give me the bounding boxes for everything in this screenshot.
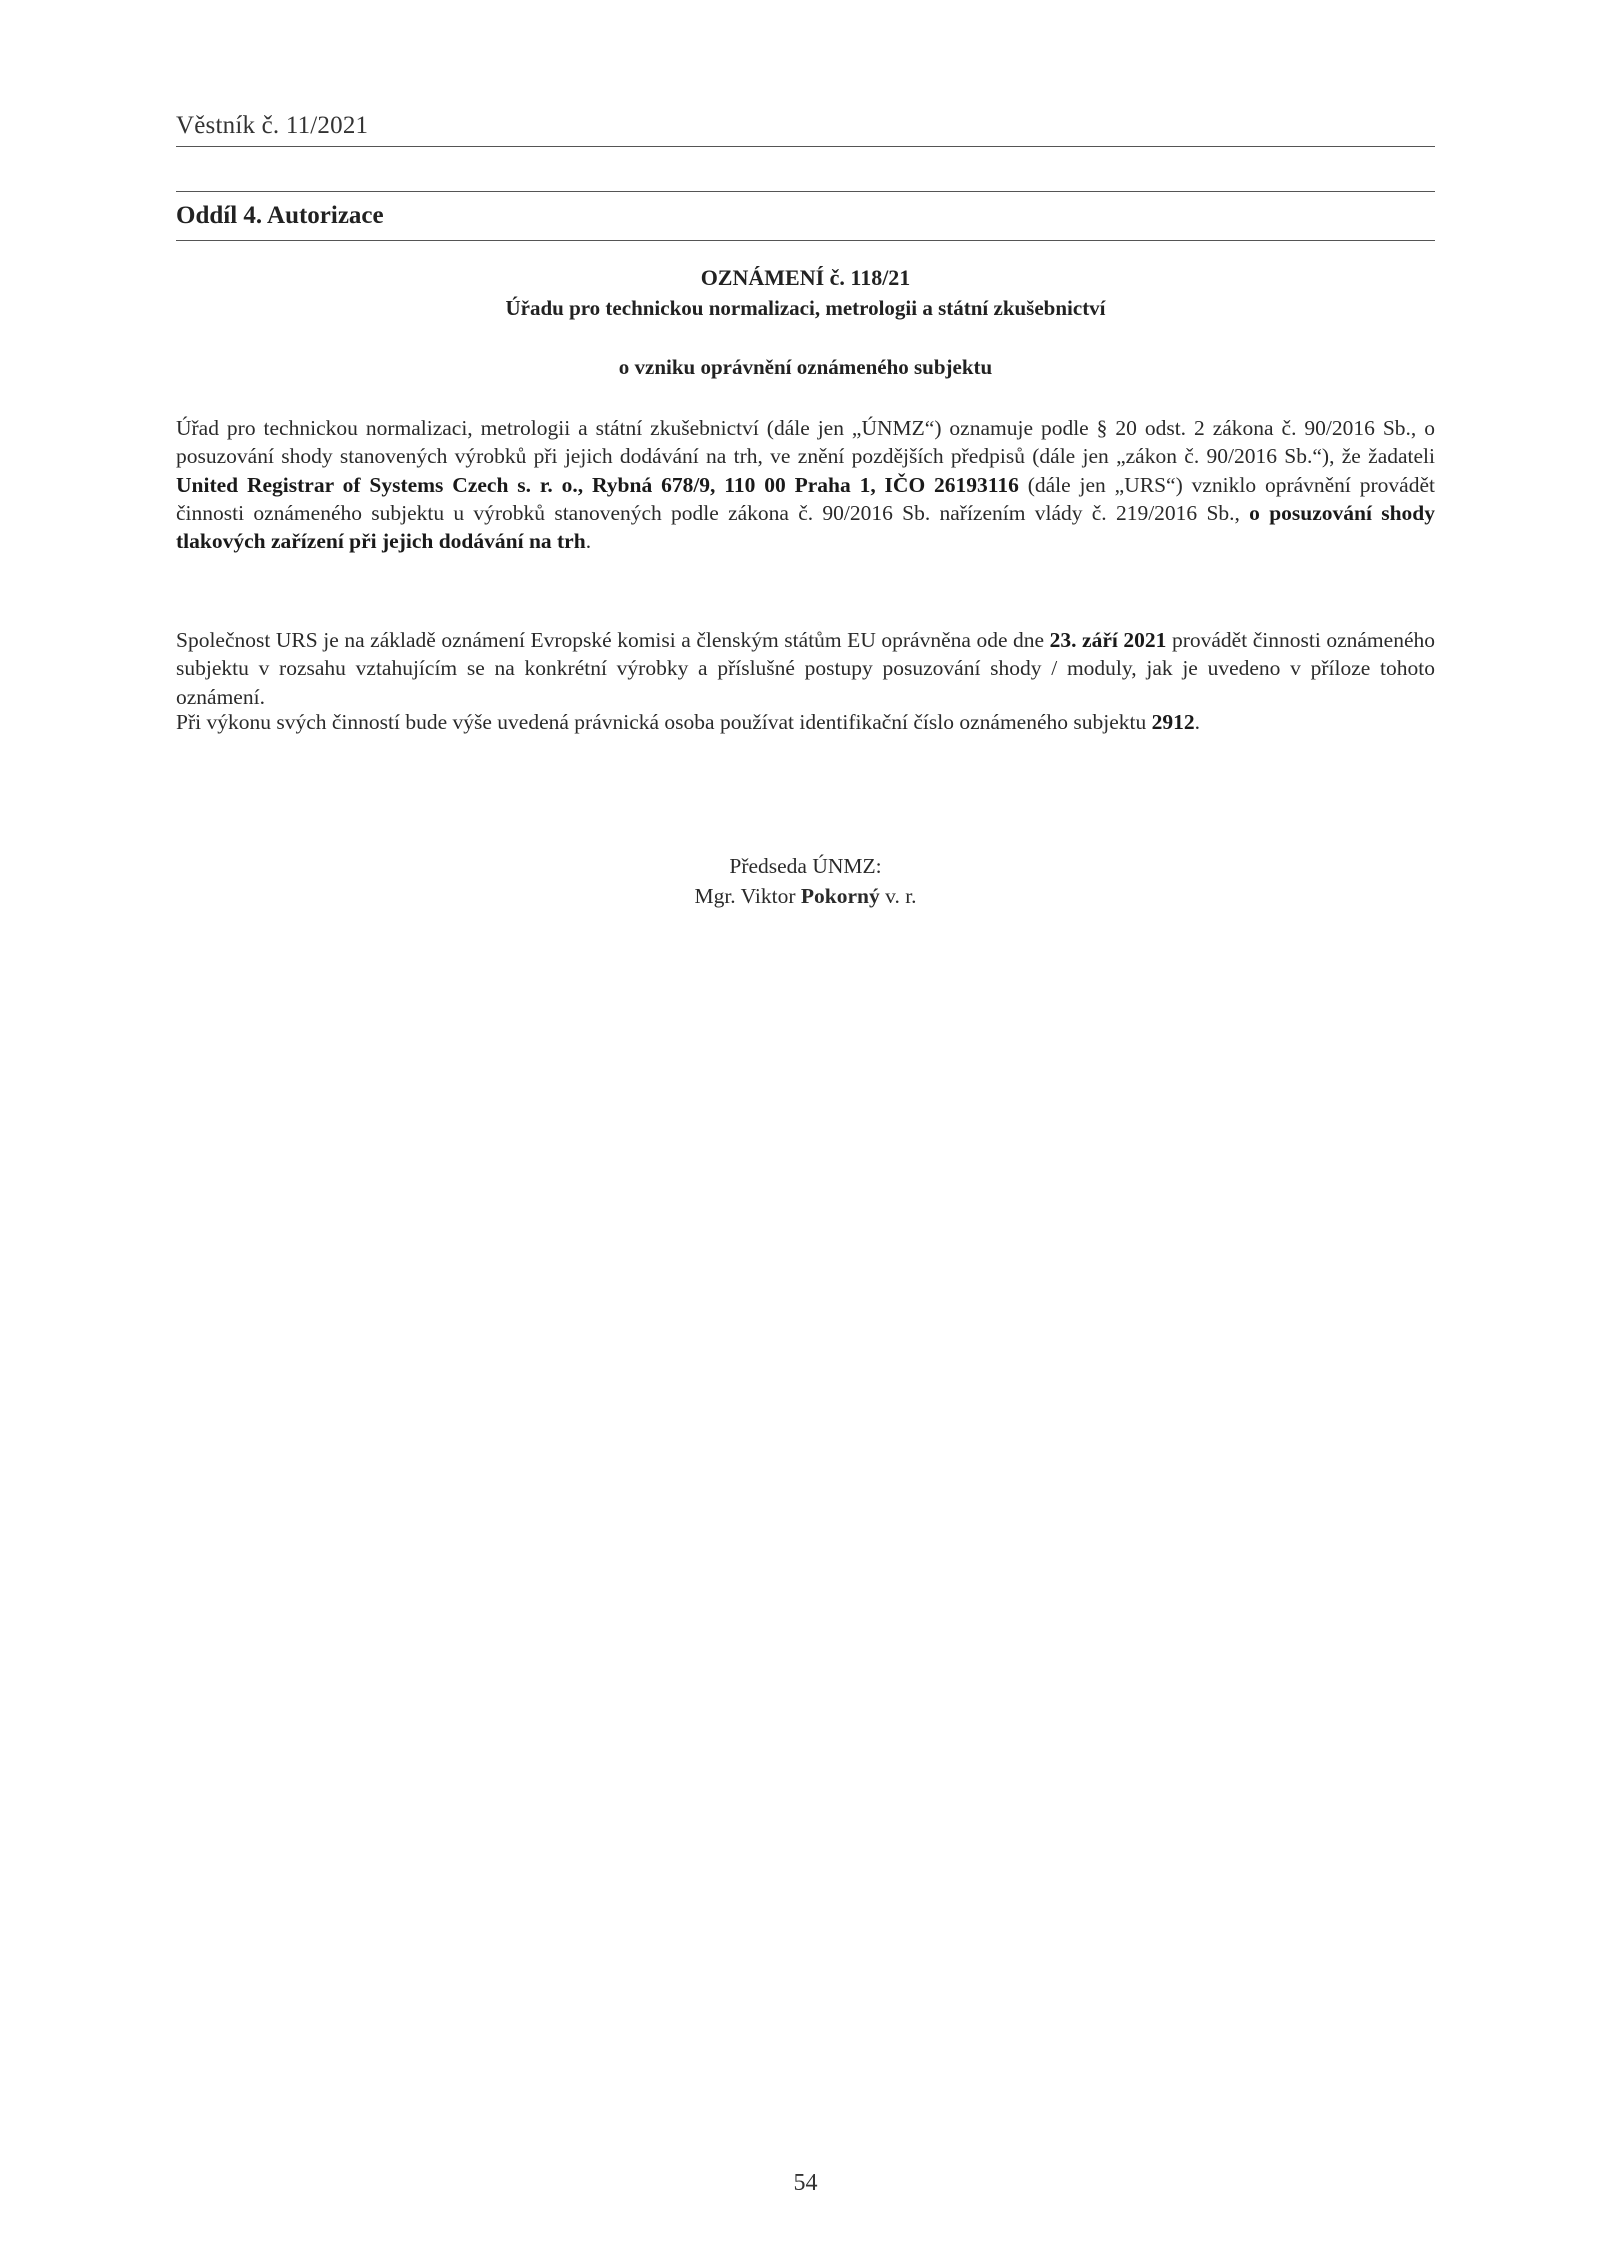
signature-name-prefix: Mgr. Viktor: [694, 884, 801, 908]
paragraph-text: Při výkonu svých činností bude výše uvedená právnická osoba používat identifikační číslo oznámeného subjektu: [176, 710, 1152, 734]
paragraph-text: .: [1194, 710, 1201, 734]
section-title: Oddíl 4. Autorizace: [176, 202, 384, 229]
paragraph-text: .: [585, 529, 592, 554]
paragraph-text: Společnost URS je na základě oznámení Evropské komisi a členským státům EU oprávněna ode dne: [176, 628, 1050, 652]
signature-suffix: v. r.: [879, 884, 917, 908]
paragraph-text: Úřad pro technickou normalizaci, metrologii a státní zkušebnictví (dále jen „ÚNMZ“) oznamuje podle § 20 odst. 2 zákona č. 90/2016 Sb., o posuzování shody stanovených výrobků při jejich dodávání na trh, ve znění pozdějších předpisů (dále jen „zákon č. 90/2016 Sb.“), že žadateli: [176, 416, 1435, 469]
applicant-details: United Registrar of Systems Czech s. r. o., Rybná 678/9, 110 00 Praha 1, IČO 26193116: [176, 472, 1019, 497]
notice-issuer: Úřadu pro technickou normalizaci, metrologii a státní zkušebnictví: [505, 296, 1106, 320]
regulation-scope: o posuzování shody tlakových zařízení při jejich dodávání na trh: [176, 500, 1435, 554]
paragraph-identification: [176, 708, 1435, 736]
section-rule-bottom: [176, 240, 1435, 241]
effective-date: 23. září 2021: [1049, 628, 1167, 652]
paragraph-authorization: [176, 414, 1435, 555]
notice-subject: o vzniku oprávnění oznámeného subjektu: [618, 355, 993, 379]
signature-role: Předseda ÚNMZ:: [729, 854, 882, 878]
notice-title: OZNÁMENÍ č. 118/21: [700, 265, 911, 290]
signature-name: [176, 882, 1435, 911]
paragraph-effective-date: [176, 626, 1435, 711]
paragraph-text: (dále jen „URS“) vzniklo oprávnění provádět činnosti oznámeného subjektu u výrobků stanovených podle zákona č. 90/2016 Sb. nařízením vlády č. 219/2016 Sb.,: [176, 472, 1435, 525]
section-rule-top: [176, 191, 1435, 192]
journal-header: Věstník č. 11/2021: [176, 112, 369, 139]
header-rule: [176, 146, 1435, 147]
signature-surname: Pokorný: [800, 884, 880, 908]
notified-body-number: 2912: [1151, 710, 1195, 734]
paragraph-text: provádět činnosti oznámeného subjektu v rozsahu vztahujícím se na konkrétní výrobky a příslušné postupy posuzování shody / moduly, jak je uvedeno v příloze tohoto oznámení.: [176, 628, 1435, 709]
page-number: 54: [793, 2170, 818, 2196]
